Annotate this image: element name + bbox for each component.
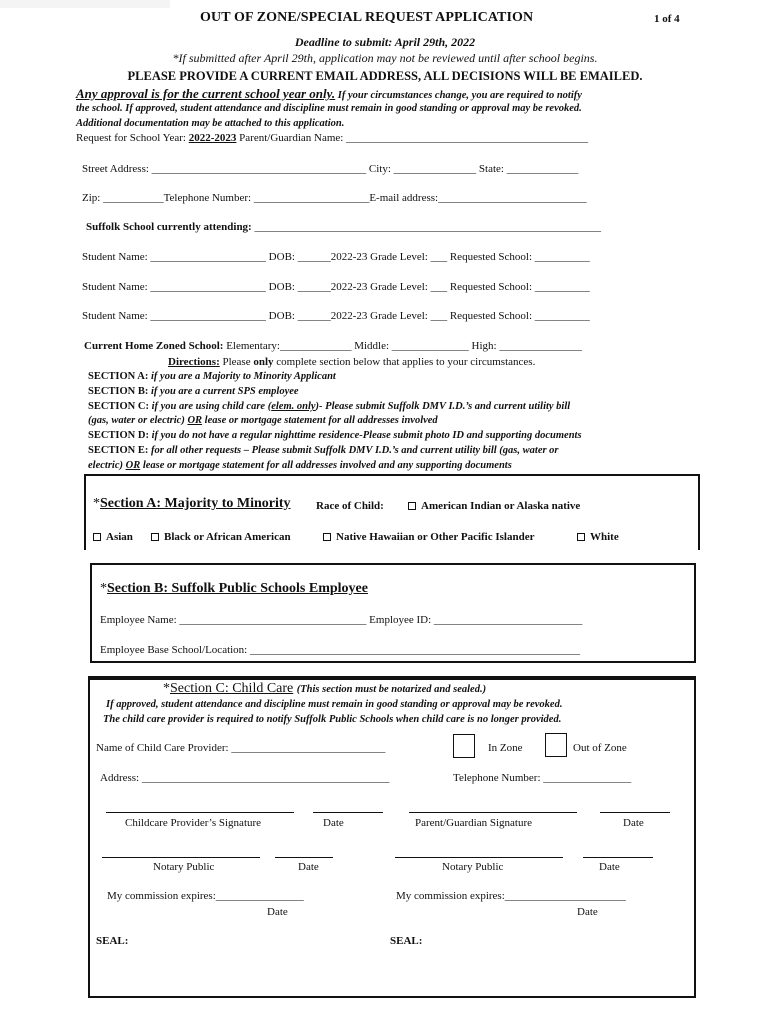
section-c-title: *Section C: Child Care (This section must be notarized and sealed.) bbox=[163, 681, 487, 696]
section-c-direction: SECTION C: if you are using child care (elem. only)- Please submit Suffolk DMV I.D.’s and current utility bill bbox=[88, 401, 571, 412]
approval-lead: Any approval is for the current school year only. bbox=[76, 86, 336, 101]
approval-line-2: the school. If approved, student attendance and discipline must remain in good standing or approval may be revoked. bbox=[76, 103, 582, 114]
school-year-row[interactable]: Request for School Year: 2022-2023 Parent/Guardian Name: ____________________________________________ bbox=[76, 132, 589, 144]
street-address-field[interactable]: Street Address: _______________________________________ City: _______________ State: _____________ bbox=[82, 163, 579, 175]
section-a-title: *Section A: Majority to Minority bbox=[93, 496, 291, 511]
in-zone-checkbox[interactable] bbox=[453, 734, 475, 758]
section-c-note-2: The child care provider is required to notify Suffolk Public Schools when child care is no longer provided. bbox=[103, 714, 562, 725]
provider-phone-field[interactable]: Telephone Number: ________________ bbox=[453, 772, 632, 784]
child-care-provider-field[interactable]: Name of Child Care Provider: ____________________________ bbox=[96, 742, 386, 754]
form-title: OUT OF ZONE/SPECIAL REQUEST APPLICATION bbox=[200, 10, 534, 25]
section-a-direction: SECTION A: if you are a Majority to Minority Applicant bbox=[88, 371, 336, 382]
race-option-american-indian[interactable]: American Indian or Alaska native bbox=[408, 500, 580, 512]
zip-phone-email-field[interactable]: Zip: ___________Telephone Number: _____________________E-mail address:___________________________ bbox=[82, 192, 587, 204]
approval-line-3: Additional documentation may be attached to this application. bbox=[76, 118, 345, 129]
seal-label-left: SEAL: bbox=[96, 935, 129, 947]
notary-date-label-left: Date bbox=[298, 861, 319, 873]
checkbox[interactable] bbox=[408, 502, 416, 510]
section-e-direction: SECTION E: for all other requests – Please submit Suffolk DMV I.D.’s and current utility bill (gas, water or bbox=[88, 445, 559, 456]
school-year-value: 2022-2023 bbox=[188, 132, 237, 144]
checkbox[interactable] bbox=[577, 533, 585, 541]
race-option-white[interactable]: White bbox=[577, 531, 619, 543]
late-note: *If submitted after April 29th, application may not be reviewed until after school begins. bbox=[172, 51, 598, 65]
commission-expires-left[interactable]: My commission expires:________________ bbox=[107, 890, 304, 902]
parent-date-line[interactable] bbox=[600, 812, 670, 813]
commission-date-label-right: Date bbox=[577, 906, 598, 918]
section-e-direction-2: electric) OR lease or mortgage statement for all addresses involved and any supporting documents bbox=[88, 460, 512, 471]
student-row-3[interactable]: Student Name: _____________________ DOB: ______2022-23 Grade Level: ___ Requested School: __________ bbox=[82, 310, 590, 322]
deadline: Deadline to submit: April 29th, 2022 bbox=[294, 35, 476, 49]
checkbox[interactable] bbox=[93, 533, 101, 541]
checkbox[interactable] bbox=[151, 533, 159, 541]
out-of-zone-checkbox[interactable] bbox=[545, 733, 567, 757]
commission-expires-right[interactable]: My commission expires:______________________ bbox=[396, 890, 626, 902]
race-option-native-hawaiian[interactable]: Native Hawaiian or Other Pacific Islander bbox=[323, 531, 535, 543]
current-school-field[interactable]: _______________________________________________________________ bbox=[254, 221, 601, 233]
approval-rest: If your circumstances change, you are required to notify bbox=[335, 90, 582, 101]
out-of-zone-label: Out of Zone bbox=[573, 742, 627, 754]
student-row-1[interactable]: Student Name: _____________________ DOB: ______2022-23 Grade Level: ___ Requested School: __________ bbox=[82, 251, 590, 263]
section-c-note-1: If approved, student attendance and discipline must remain in good standing or approval may be revoked. bbox=[106, 699, 563, 710]
parent-signature-line[interactable] bbox=[409, 812, 577, 813]
commission-date-label-left: Date bbox=[267, 906, 288, 918]
notary-date-line-right[interactable] bbox=[583, 857, 653, 858]
section-c-direction-2: (gas, water or electric) OR lease or mortgage statement for all addresses involved bbox=[88, 415, 438, 426]
employee-base-school-field[interactable]: Employee Base School/Location: ____________________________________________________________ bbox=[100, 644, 580, 656]
notary-signature-line-right[interactable] bbox=[395, 857, 563, 858]
race-option-black[interactable]: Black or African American bbox=[151, 531, 291, 543]
parent-date-label: Date bbox=[623, 817, 644, 829]
in-zone-label: In Zone bbox=[488, 742, 523, 754]
parent-name-field[interactable]: Parent/Guardian Name: ____________________________________________ bbox=[236, 132, 589, 144]
top-edge-strip bbox=[0, 0, 170, 8]
notary-date-line-left[interactable] bbox=[275, 857, 333, 858]
checkbox[interactable] bbox=[323, 533, 331, 541]
employee-name-id-field[interactable]: Employee Name: __________________________________ Employee ID: ___________________________ bbox=[100, 614, 583, 626]
home-zoned-school-row[interactable]: Current Home Zoned School: Elementary:_____________ Middle: ______________ High: _______________ bbox=[84, 340, 582, 352]
section-b-direction: SECTION B: if you are a current SPS employee bbox=[88, 386, 299, 397]
page-number: 1 of 4 bbox=[654, 13, 680, 25]
email-notice: PLEASE PROVIDE A CURRENT EMAIL ADDRESS, ALL DECISIONS WILL BE EMAILED. bbox=[127, 69, 643, 83]
race-option-asian[interactable]: Asian bbox=[93, 531, 133, 543]
provider-signature-line[interactable] bbox=[106, 812, 294, 813]
section-d-direction: SECTION D: if you do not have a regular nighttime residence-Please submit photo ID and supporting documents bbox=[88, 430, 582, 441]
seal-label-right: SEAL: bbox=[390, 935, 423, 947]
provider-date-label: Date bbox=[323, 817, 344, 829]
directions: Directions: Please only complete section below that applies to your circumstances. bbox=[168, 356, 536, 368]
parent-signature-label: Parent/Guardian Signature bbox=[415, 817, 532, 829]
notary-label-left: Notary Public bbox=[153, 861, 215, 873]
race-label: Race of Child: bbox=[316, 500, 384, 512]
current-school-row[interactable]: Suffolk School currently attending: _______________________________________________________________ bbox=[86, 221, 601, 233]
section-b-title: *Section B: Suffolk Public Schools Employee bbox=[100, 581, 368, 596]
provider-signature-label: Childcare Provider’s Signature bbox=[125, 817, 262, 829]
provider-date-line[interactable] bbox=[313, 812, 383, 813]
provider-address-field[interactable]: Address: _____________________________________________ bbox=[100, 772, 390, 784]
approval-line-1 bbox=[76, 86, 582, 102]
notary-label-right: Notary Public bbox=[442, 861, 504, 873]
notary-date-label-right: Date bbox=[599, 861, 620, 873]
notary-signature-line-left[interactable] bbox=[102, 857, 260, 858]
student-row-2[interactable]: Student Name: _____________________ DOB: ______2022-23 Grade Level: ___ Requested School: __________ bbox=[82, 281, 590, 293]
